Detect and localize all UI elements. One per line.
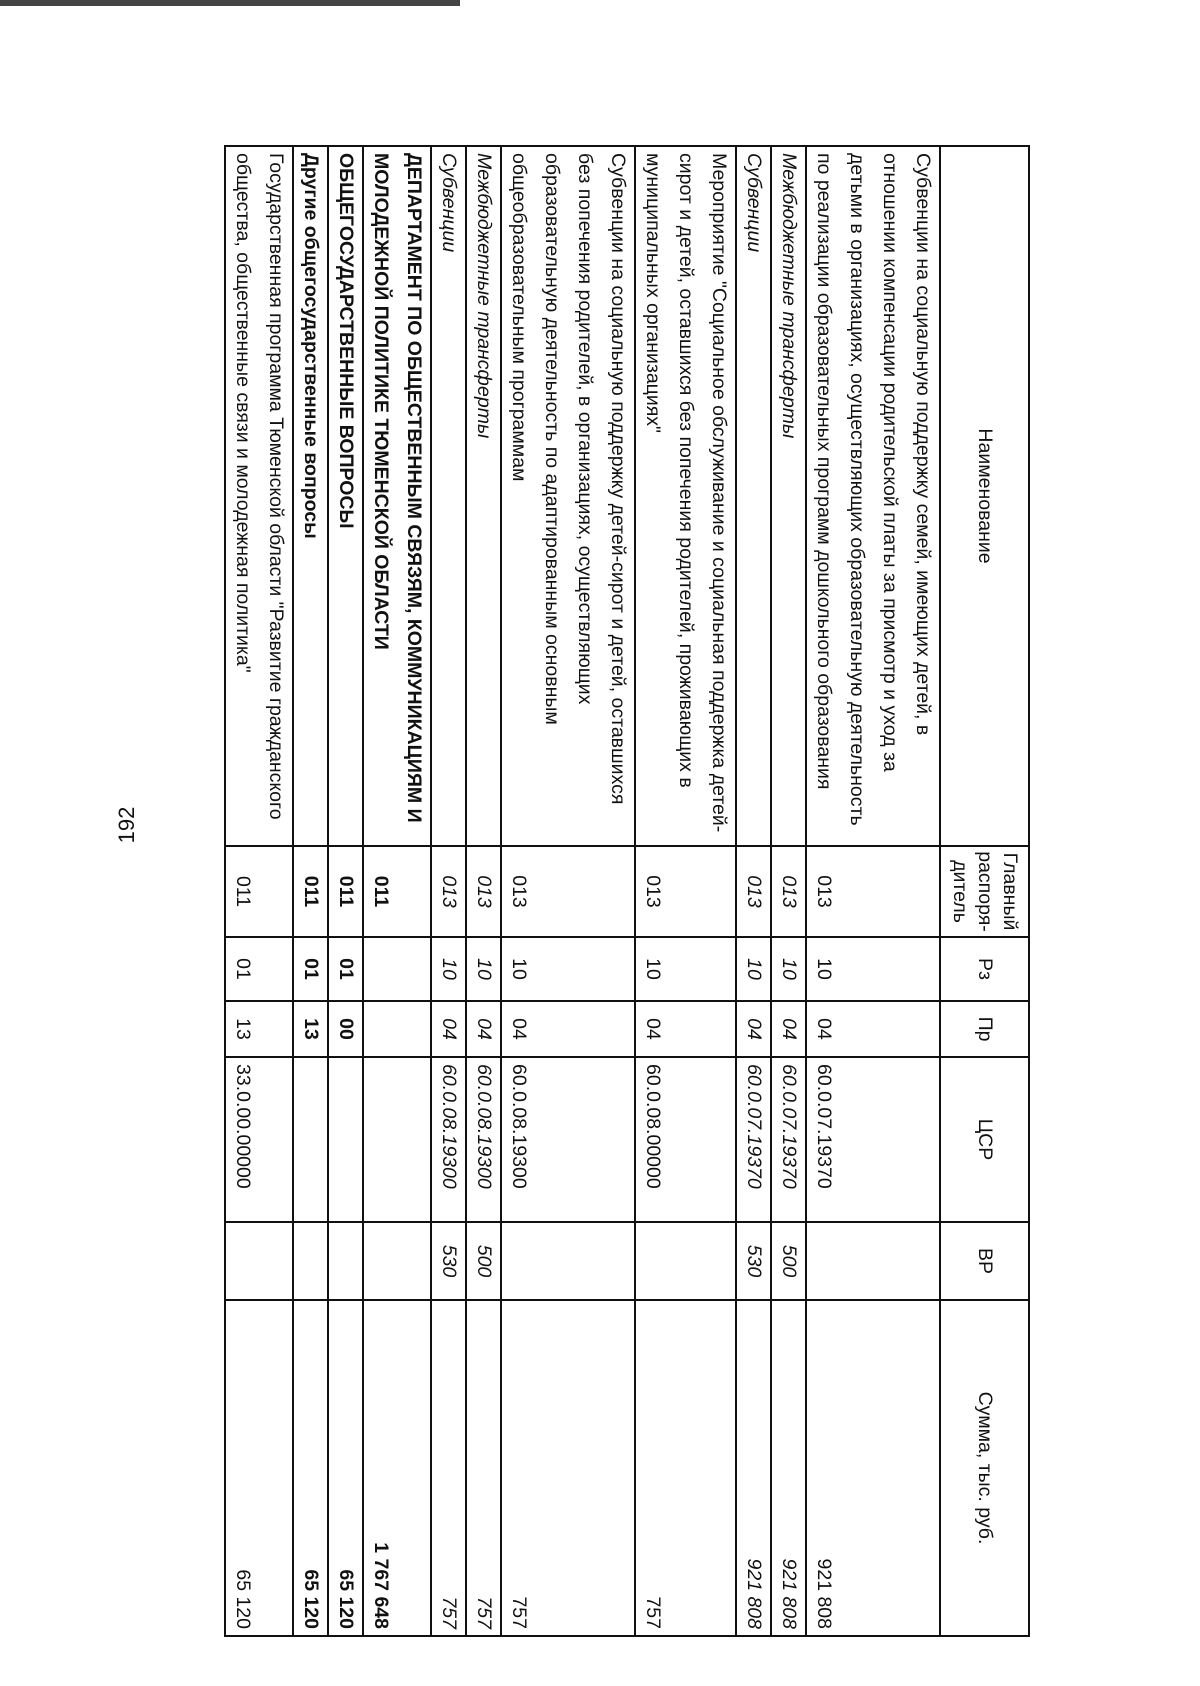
cell-target-article: 60.0.07.19370 — [771, 1057, 806, 1222]
table-row — [501, 146, 635, 1636]
cell-expense-type — [806, 1222, 940, 1300]
page-number: 192 — [114, 806, 139, 844]
cell-section: 10 — [501, 937, 635, 1001]
cell-main-manager: 011 — [293, 846, 328, 937]
cell-section: 01 — [225, 937, 293, 1001]
cell-main-manager: 011 — [225, 846, 293, 937]
header-name: Наименование — [940, 146, 1029, 846]
table-body — [225, 146, 940, 1636]
cell-section: 10 — [635, 937, 736, 1001]
cell-subsection: 04 — [771, 1001, 806, 1057]
cell-sum: 757 — [431, 1300, 466, 1636]
cell-target-article — [293, 1057, 328, 1222]
cell-section — [363, 937, 431, 1001]
table-row — [736, 146, 771, 1636]
cell-main-manager: 011 — [363, 846, 431, 937]
cell-sum: 757 — [635, 1300, 736, 1636]
cell-expense-type — [293, 1222, 328, 1300]
header-target-article: ЦСР — [940, 1057, 1029, 1222]
cell-subsection: 00 — [328, 1001, 363, 1057]
cell-main-manager: 013 — [736, 846, 771, 937]
cell-main-manager: 013 — [466, 846, 501, 937]
cell-expense-type: 530 — [431, 1222, 466, 1300]
cell-name: Межбюджетные трансферты — [771, 146, 806, 846]
rotated-table-wrapper — [150, 145, 1030, 1635]
table-row — [806, 146, 940, 1636]
header-subsection: Пр — [940, 1001, 1029, 1057]
cell-name: Межбюджетные трансферты — [466, 146, 501, 846]
budget-table — [224, 145, 1030, 1637]
cell-name: ОБЩЕГОСУДАРСТВЕННЫЕ ВОПРОСЫ — [328, 146, 363, 846]
cell-section: 10 — [806, 937, 940, 1001]
cell-name: ДЕПАРТАМЕНТ ПО ОБЩЕСТВЕННЫМ СВЯЗЯМ, КОММУНИКАЦИЯМ И МОЛОДЕЖНОЙ ПОЛИТИКЕ ТЮМЕНСКОЙ ОБЛАСТИ — [363, 146, 431, 846]
table-row — [293, 146, 328, 1636]
cell-name: Субвенции — [431, 146, 466, 846]
cell-expense-type — [635, 1222, 736, 1300]
header-section: Рз — [940, 937, 1029, 1001]
cell-subsection: 04 — [736, 1001, 771, 1057]
cell-expense-type — [328, 1222, 363, 1300]
cell-target-article: 60.0.07.19370 — [806, 1057, 940, 1222]
cell-subsection: 04 — [466, 1001, 501, 1057]
cell-target-article — [363, 1057, 431, 1222]
cell-target-article — [328, 1057, 363, 1222]
cell-section: 01 — [328, 937, 363, 1001]
cell-name: Государственная программа Тюменской области "Развитие гражданского общества, общественные связи и молодежная политика" — [225, 146, 293, 846]
table-row — [225, 146, 293, 1636]
cell-name: Субвенции — [736, 146, 771, 846]
header-main-manager: Главный распоря-дитель — [940, 846, 1029, 937]
table-row — [771, 146, 806, 1636]
cell-sum: 65 120 — [293, 1300, 328, 1636]
cell-name: Мероприятие "Социальное обслуживание и социальная поддержка детей-сирот и детей, оставшихся без попечения родителей, проживающих в муниципальных организациях" — [635, 146, 736, 846]
header-sum: Сумма, тыс. руб. — [940, 1300, 1029, 1636]
cell-subsection: 04 — [431, 1001, 466, 1057]
cell-subsection — [363, 1001, 431, 1057]
cell-expense-type: 500 — [466, 1222, 501, 1300]
cell-section: 10 — [771, 937, 806, 1001]
table-row — [635, 146, 736, 1636]
cell-subsection: 04 — [806, 1001, 940, 1057]
cell-expense-type — [363, 1222, 431, 1300]
cell-target-article: 60.0.08.19300 — [466, 1057, 501, 1222]
cell-sum: 757 — [466, 1300, 501, 1636]
cell-main-manager: 013 — [771, 846, 806, 937]
cell-sum: 757 — [501, 1300, 635, 1636]
cell-subsection: 04 — [635, 1001, 736, 1057]
cell-main-manager: 013 — [806, 846, 940, 937]
table-row — [466, 146, 501, 1636]
cell-name: Субвенции на социальную поддержку детей-сирот и детей, оставшихся без попечения родителей, в организациях, осуществляющих образовательную деятельность по адаптированным основным общеобразовательным программам — [501, 146, 635, 846]
header-expense-type: ВР — [940, 1222, 1029, 1300]
cell-target-article: 33.0.00.00000 — [225, 1057, 293, 1222]
cell-section: 10 — [431, 937, 466, 1001]
cell-target-article: 60.0.07.19370 — [736, 1057, 771, 1222]
cell-subsection: 13 — [225, 1001, 293, 1057]
table-header-row — [940, 146, 1029, 1636]
cell-target-article: 60.0.08.19300 — [501, 1057, 635, 1222]
cell-subsection: 04 — [501, 1001, 635, 1057]
top-rule — [0, 0, 460, 6]
cell-sum: 1 767 648 — [363, 1300, 431, 1636]
cell-sum: 65 120 — [328, 1300, 363, 1636]
cell-sum: 921 808 — [771, 1300, 806, 1636]
cell-expense-type: 530 — [736, 1222, 771, 1300]
cell-section: 01 — [293, 937, 328, 1001]
cell-sum: 921 808 — [736, 1300, 771, 1636]
cell-target-article: 60.0.08.19300 — [431, 1057, 466, 1222]
table-row — [431, 146, 466, 1636]
cell-expense-type — [501, 1222, 635, 1300]
cell-main-manager: 013 — [635, 846, 736, 937]
cell-section: 10 — [466, 937, 501, 1001]
cell-expense-type: 500 — [771, 1222, 806, 1300]
cell-section: 10 — [736, 937, 771, 1001]
table-row — [363, 146, 431, 1636]
cell-main-manager: 013 — [501, 846, 635, 937]
cell-sum: 65 120 — [225, 1300, 293, 1636]
cell-main-manager: 011 — [328, 846, 363, 937]
cell-main-manager: 013 — [431, 846, 466, 937]
cell-target-article: 60.0.08.00000 — [635, 1057, 736, 1222]
cell-expense-type — [225, 1222, 293, 1300]
cell-subsection: 13 — [293, 1001, 328, 1057]
cell-name: Другие общегосударственные вопросы — [293, 146, 328, 846]
cell-name: Субвенции на социальную поддержку семей, имеющих детей, в отношении компенсации родительской платы за присмотр и уход за детьми в организациях, осуществляющих образовательную деятельность по реализации образовательных программ дошкольного образования — [806, 146, 940, 846]
cell-sum: 921 808 — [806, 1300, 940, 1636]
table-row — [328, 146, 363, 1636]
